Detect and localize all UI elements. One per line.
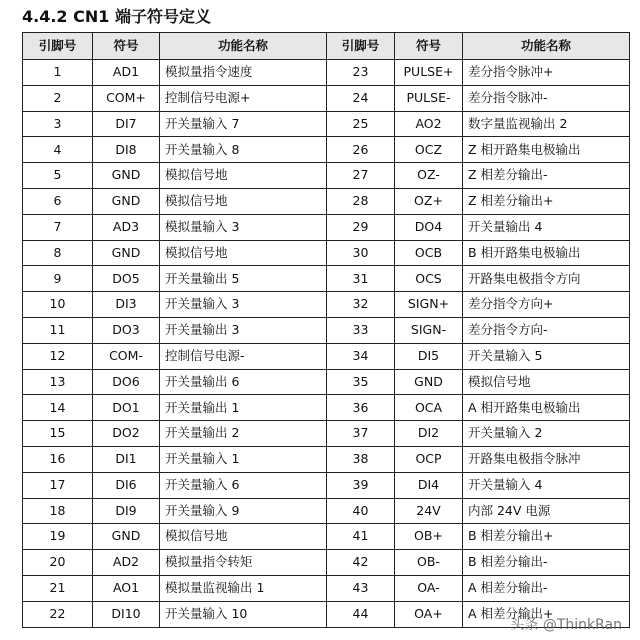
pin-cell: 26 (327, 137, 395, 163)
symbol-cell: COM- (93, 343, 160, 369)
pin-cell: 20 (23, 550, 93, 576)
pin-cell: 42 (327, 550, 395, 576)
function-cell: 开关量输入 7 (160, 111, 327, 137)
table-row (23, 395, 630, 421)
pin-cell: 22 (23, 601, 93, 627)
symbol-cell: PULSE- (395, 85, 463, 111)
table-row (23, 421, 630, 447)
symbol-cell: OCZ (395, 137, 463, 163)
symbol-cell: DI7 (93, 111, 160, 137)
pin-cell: 7 (23, 214, 93, 240)
symbol-cell: COM+ (93, 85, 160, 111)
pin-cell: 37 (327, 421, 395, 447)
function-cell: 控制信号电源- (160, 343, 327, 369)
symbol-cell: OCB (395, 240, 463, 266)
function-cell: 模拟量监视输出 1 (160, 575, 327, 601)
pin-cell: 24 (327, 85, 395, 111)
symbol-cell: DI10 (93, 601, 160, 627)
table-row (23, 524, 630, 550)
symbol-cell: DI9 (93, 498, 160, 524)
pin-cell: 29 (327, 214, 395, 240)
header-symbol-right: 符号 (395, 33, 463, 60)
pin-cell: 4 (23, 137, 93, 163)
function-cell: 开关量输出 1 (160, 395, 327, 421)
pin-cell: 8 (23, 240, 93, 266)
function-cell: B 相开路集电极输出 (463, 240, 630, 266)
pin-cell: 25 (327, 111, 395, 137)
pin-cell: 17 (23, 472, 93, 498)
symbol-cell: DO2 (93, 421, 160, 447)
symbol-cell: DI1 (93, 446, 160, 472)
function-cell: 开关量输入 8 (160, 137, 327, 163)
function-cell: A 相差分输出- (463, 575, 630, 601)
table-row (23, 137, 630, 163)
symbol-cell: DI4 (395, 472, 463, 498)
function-cell: 模拟信号地 (160, 163, 327, 189)
pin-cell: 41 (327, 524, 395, 550)
symbol-cell: AO2 (395, 111, 463, 137)
function-cell: 开关量输出 3 (160, 317, 327, 343)
function-cell: A 相开路集电极输出 (463, 395, 630, 421)
pin-cell: 3 (23, 111, 93, 137)
pin-cell: 14 (23, 395, 93, 421)
table-header-row (23, 33, 630, 60)
watermark: 头条 @ThinkRan (510, 617, 622, 633)
symbol-cell: OA- (395, 575, 463, 601)
table-row (23, 111, 630, 137)
symbol-cell: DI8 (93, 137, 160, 163)
symbol-cell: AD2 (93, 550, 160, 576)
symbol-cell: GND (93, 524, 160, 550)
symbol-cell: DO6 (93, 369, 160, 395)
function-cell: 数字量监视输出 2 (463, 111, 630, 137)
table-row (23, 188, 630, 214)
function-cell: Z 相差分输出- (463, 163, 630, 189)
function-cell: 模拟信号地 (160, 188, 327, 214)
symbol-cell: DO5 (93, 266, 160, 292)
function-cell: 差分指令方向- (463, 317, 630, 343)
function-cell: B 相差分输出+ (463, 524, 630, 550)
pin-cell: 38 (327, 446, 395, 472)
pin-cell: 33 (327, 317, 395, 343)
function-cell: 模拟信号地 (160, 524, 327, 550)
pin-cell: 34 (327, 343, 395, 369)
table-row (23, 60, 630, 86)
header-symbol-left: 符号 (93, 33, 160, 60)
function-cell: 开关量输出 6 (160, 369, 327, 395)
symbol-cell: 24V (395, 498, 463, 524)
pin-cell: 30 (327, 240, 395, 266)
header-function-right: 功能名称 (463, 33, 630, 60)
function-cell: 模拟信号地 (463, 369, 630, 395)
symbol-cell: OCP (395, 446, 463, 472)
pin-cell: 27 (327, 163, 395, 189)
symbol-cell: GND (93, 240, 160, 266)
function-cell: 开关量输入 2 (463, 421, 630, 447)
symbol-cell: OCA (395, 395, 463, 421)
function-cell: 开关量输出 2 (160, 421, 327, 447)
symbol-cell: DO4 (395, 214, 463, 240)
symbol-cell: DO1 (93, 395, 160, 421)
function-cell: 开路集电极指令脉冲 (463, 446, 630, 472)
pin-cell: 40 (327, 498, 395, 524)
function-cell: 控制信号电源+ (160, 85, 327, 111)
function-cell: 模拟量指令速度 (160, 60, 327, 86)
symbol-cell: DI2 (395, 421, 463, 447)
symbol-cell: OA+ (395, 601, 463, 627)
symbol-cell: OCS (395, 266, 463, 292)
symbol-cell: DI6 (93, 472, 160, 498)
function-cell: 开关量输出 4 (463, 214, 630, 240)
symbol-cell: OZ- (395, 163, 463, 189)
table-row (23, 446, 630, 472)
table-row (23, 498, 630, 524)
symbol-cell: OZ+ (395, 188, 463, 214)
header-function-left: 功能名称 (160, 33, 327, 60)
symbol-cell: DO3 (93, 317, 160, 343)
pin-cell: 11 (23, 317, 93, 343)
pin-cell: 13 (23, 369, 93, 395)
pin-cell: 19 (23, 524, 93, 550)
function-cell: 开路集电极指令方向 (463, 266, 630, 292)
table-row (23, 575, 630, 601)
table-row (23, 550, 630, 576)
function-cell: 模拟信号地 (160, 240, 327, 266)
pin-cell: 12 (23, 343, 93, 369)
table-row (23, 85, 630, 111)
header-pin-left: 引脚号 (23, 33, 93, 60)
function-cell: 开关量输入 4 (463, 472, 630, 498)
function-cell: 开关量输入 6 (160, 472, 327, 498)
function-cell: 开关量输入 3 (160, 292, 327, 318)
table-row (23, 369, 630, 395)
pin-cell: 23 (327, 60, 395, 86)
function-cell: 开关量输入 5 (463, 343, 630, 369)
symbol-cell: OB- (395, 550, 463, 576)
pin-cell: 28 (327, 188, 395, 214)
pin-cell: 10 (23, 292, 93, 318)
pin-cell: 9 (23, 266, 93, 292)
function-cell: 内部 24V 电源 (463, 498, 630, 524)
table-row (23, 343, 630, 369)
function-cell: Z 相差分输出+ (463, 188, 630, 214)
pin-cell: 32 (327, 292, 395, 318)
function-cell: A 相差分输出+ (463, 601, 630, 627)
pin-cell: 35 (327, 369, 395, 395)
function-cell: 开关量输入 10 (160, 601, 327, 627)
table-row (23, 472, 630, 498)
pin-definition-table (22, 32, 630, 628)
symbol-cell: AD3 (93, 214, 160, 240)
header-pin-right: 引脚号 (327, 33, 395, 60)
pin-cell: 44 (327, 601, 395, 627)
pin-cell: 39 (327, 472, 395, 498)
pin-cell: 1 (23, 60, 93, 86)
table-row (23, 266, 630, 292)
function-cell: B 相差分输出- (463, 550, 630, 576)
pin-cell: 2 (23, 85, 93, 111)
pin-cell: 16 (23, 446, 93, 472)
pin-cell: 43 (327, 575, 395, 601)
function-cell: 开关量输入 1 (160, 446, 327, 472)
function-cell: 差分指令脉冲+ (463, 60, 630, 86)
pin-cell: 31 (327, 266, 395, 292)
symbol-cell: AO1 (93, 575, 160, 601)
symbol-cell: OB+ (395, 524, 463, 550)
section-heading: 4.4.2 CN1 端子符号定义 (22, 7, 211, 26)
function-cell: 开关量输入 9 (160, 498, 327, 524)
table-row (23, 317, 630, 343)
function-cell: 模拟量输入 3 (160, 214, 327, 240)
symbol-cell: DI3 (93, 292, 160, 318)
symbol-cell: SIGN+ (395, 292, 463, 318)
function-cell: 差分指令方向+ (463, 292, 630, 318)
table-row (23, 292, 630, 318)
symbol-cell: PULSE+ (395, 60, 463, 86)
symbol-cell: GND (93, 163, 160, 189)
symbol-cell: DI5 (395, 343, 463, 369)
function-cell: 差分指令脉冲- (463, 85, 630, 111)
pin-cell: 18 (23, 498, 93, 524)
symbol-cell: GND (395, 369, 463, 395)
pin-cell: 36 (327, 395, 395, 421)
symbol-cell: AD1 (93, 60, 160, 86)
symbol-cell: SIGN- (395, 317, 463, 343)
function-cell: 模拟量指令转矩 (160, 550, 327, 576)
pin-cell: 21 (23, 575, 93, 601)
pin-cell: 15 (23, 421, 93, 447)
function-cell: Z 相开路集电极输出 (463, 137, 630, 163)
symbol-cell: GND (93, 188, 160, 214)
function-cell: 开关量输出 5 (160, 266, 327, 292)
pin-cell: 6 (23, 188, 93, 214)
table-body (23, 60, 630, 628)
table-row (23, 240, 630, 266)
table-row (23, 163, 630, 189)
table-row (23, 214, 630, 240)
pin-cell: 5 (23, 163, 93, 189)
